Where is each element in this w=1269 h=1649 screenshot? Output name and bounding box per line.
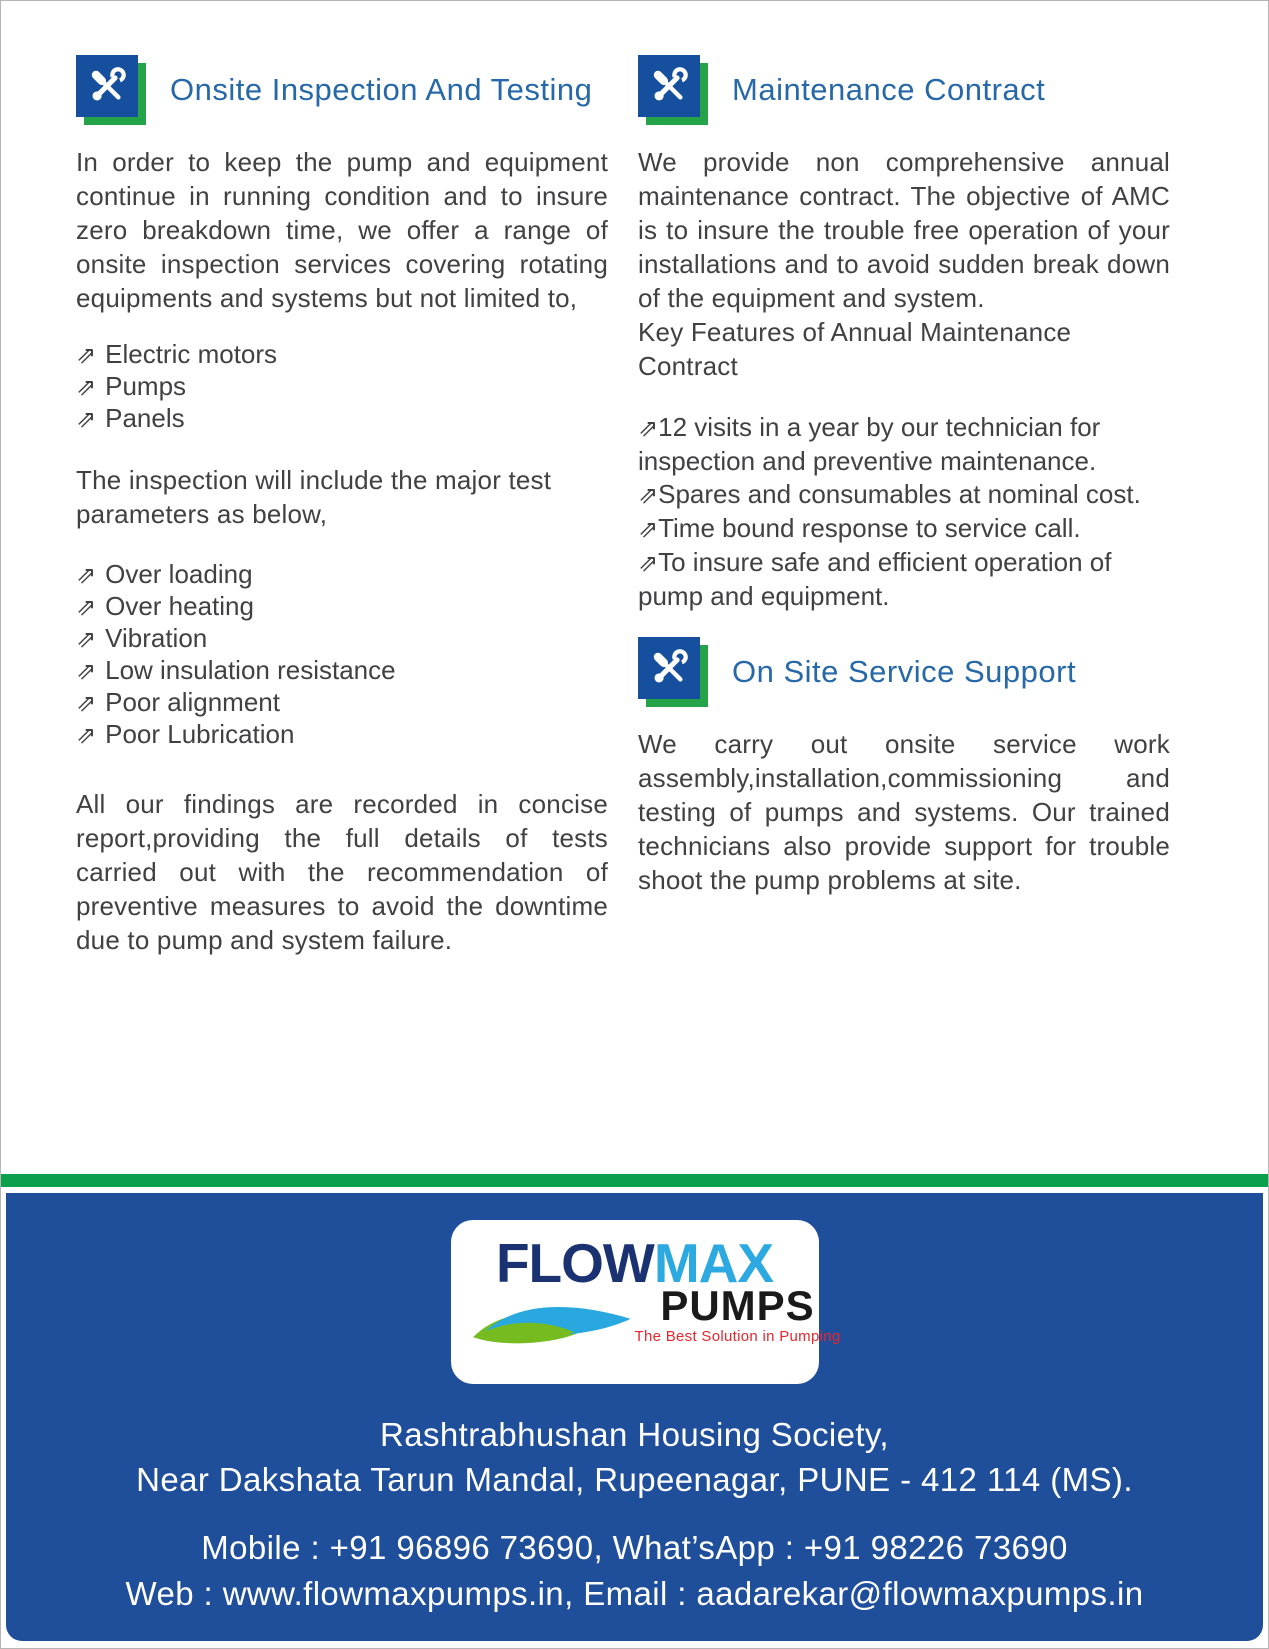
logo-tagline: The Best Solution in Pumping: [634, 1328, 841, 1345]
blue-square: [76, 55, 138, 117]
section-header-service: [638, 637, 1170, 707]
list-item-label: Spares and consumables at nominal cost.: [658, 479, 1141, 509]
logo-pumps-text: PUMPS: [660, 1282, 815, 1329]
arrow-bullet-icon: ⇗: [638, 516, 659, 543]
blue-square: [638, 637, 700, 699]
right-column: [638, 55, 1170, 1174]
logo-flow-text: FLOW: [495, 1232, 654, 1294]
arrow-bullet-icon: ⇗: [76, 658, 97, 685]
waves-icon: [467, 1294, 635, 1352]
list-item-label: Pumps: [105, 371, 187, 401]
maintenance-subheading: Key Features of Annual Maintenance Contract: [638, 317, 1072, 381]
section-header-inspection: [76, 55, 608, 125]
list-item-label: Panels: [105, 403, 185, 433]
list-item-label: Vibration: [105, 623, 208, 653]
list-item-label: Low insulation resistance: [105, 655, 396, 685]
list-item: [638, 512, 1170, 546]
blue-square: [638, 55, 700, 117]
list-item: [638, 411, 1170, 478]
arrow-bullet-icon: ⇗: [76, 594, 97, 621]
wrench-screwdriver-icon: [85, 64, 129, 108]
tools-icon: [638, 55, 708, 125]
section-title-service: On Site Service Support: [732, 654, 1077, 689]
arrow-bullet-icon: ⇗: [76, 562, 97, 589]
service-paragraph: We carry out onsite service work assembly,installation,commissioning and testing of pumps and systems. Our trained technicians also provide support for trouble shoot the pump problems at site.: [638, 729, 1170, 895]
list-item: [76, 371, 608, 403]
flowmax-logo: [451, 1220, 841, 1384]
tools-icon: [638, 637, 708, 707]
arrow-bullet-icon: ⇗: [76, 690, 97, 717]
list-item-label: Time bound response to service call.: [658, 513, 1081, 543]
list-item: [76, 403, 608, 435]
arrow-bullet-icon: ⇗: [76, 722, 97, 749]
arrow-bullet-icon: ⇗: [76, 374, 97, 401]
contact-line-web-email: Web : www.flowmaxpumps.in, Email : aadarekar@flowmaxpumps.in: [125, 1575, 1144, 1612]
section-title-maintenance: Maintenance Contract: [732, 72, 1046, 107]
list-item-label: To insure safe and efficient operation of pump and equipment.: [638, 547, 1112, 611]
list-item: [76, 719, 608, 751]
tools-icon: [76, 55, 146, 125]
inspection-items-list: [76, 339, 608, 435]
wrench-screwdriver-icon: [647, 64, 691, 108]
list-item-label: 12 visits in a year by our technician for inspection and preventive maintenance.: [638, 412, 1101, 476]
address-line-1: Rashtrabhushan Housing Society,: [380, 1416, 889, 1453]
inspection-params-list: [76, 559, 608, 751]
content-area: [1, 1, 1268, 1174]
arrow-bullet-icon: ⇗: [76, 626, 97, 653]
maintenance-features-list: [638, 411, 1170, 613]
address-line-2: Near Dakshata Tarun Mandal, Rupeenagar, PUNE - 412 114 (MS).: [136, 1461, 1133, 1498]
footer: [6, 1193, 1263, 1641]
list-item-label: Electric motors: [105, 339, 278, 369]
list-item: [76, 559, 608, 591]
arrow-bullet-icon: ⇗: [638, 482, 659, 509]
list-item: [76, 591, 608, 623]
section-title-inspection: Onsite Inspection And Testing: [170, 72, 593, 107]
arrow-bullet-icon: ⇗: [76, 406, 97, 433]
footer-contact: [6, 1525, 1263, 1617]
wrench-screwdriver-icon: [647, 646, 691, 690]
logo-lower-row: [467, 1282, 841, 1352]
logo-max-text: MAX: [653, 1232, 774, 1294]
list-item-label: Poor Lubrication: [105, 719, 295, 749]
inspection-outro-paragraph: All our findings are recorded in concise report,providing the full details of tests carried out with the recommendation of preventive measures to avoid the downtime due to pump and system failure.: [76, 789, 608, 955]
list-item: [76, 655, 608, 687]
arrow-bullet-icon: ⇗: [638, 415, 659, 442]
list-item-label: Over heating: [105, 591, 254, 621]
inspection-mid-paragraph: The inspection will include the major test parameters as below,: [76, 465, 552, 529]
list-item: [76, 623, 608, 655]
list-item: [76, 339, 608, 371]
left-column: [76, 55, 608, 1174]
green-divider-band: [1, 1174, 1268, 1187]
arrow-bullet-icon: ⇗: [76, 342, 97, 369]
section-header-maintenance: [638, 55, 1170, 125]
contact-line-phone: Mobile : +91 96896 73690, What’sApp : +91 98226 73690: [201, 1529, 1068, 1566]
list-item: [638, 478, 1170, 512]
list-item: [76, 687, 608, 719]
footer-address: [6, 1412, 1263, 1502]
inspection-intro-paragraph: In order to keep the pump and equipment continue in running condition and to insure zero breakdown time, we offer a range of onsite inspection services covering rotating equipments and systems but not limited to,: [76, 147, 608, 313]
logo-pumps-block: [635, 1284, 841, 1345]
list-item: [638, 546, 1170, 613]
list-item-label: Poor alignment: [105, 687, 280, 717]
list-item-label: Over loading: [105, 559, 253, 589]
arrow-bullet-icon: ⇗: [638, 550, 659, 577]
maintenance-intro-paragraph: We provide non comprehensive annual maintenance contract. The objective of AMC is to insure the trouble free operation of your installations and to avoid sudden break down of the equipment and system.: [638, 147, 1170, 313]
